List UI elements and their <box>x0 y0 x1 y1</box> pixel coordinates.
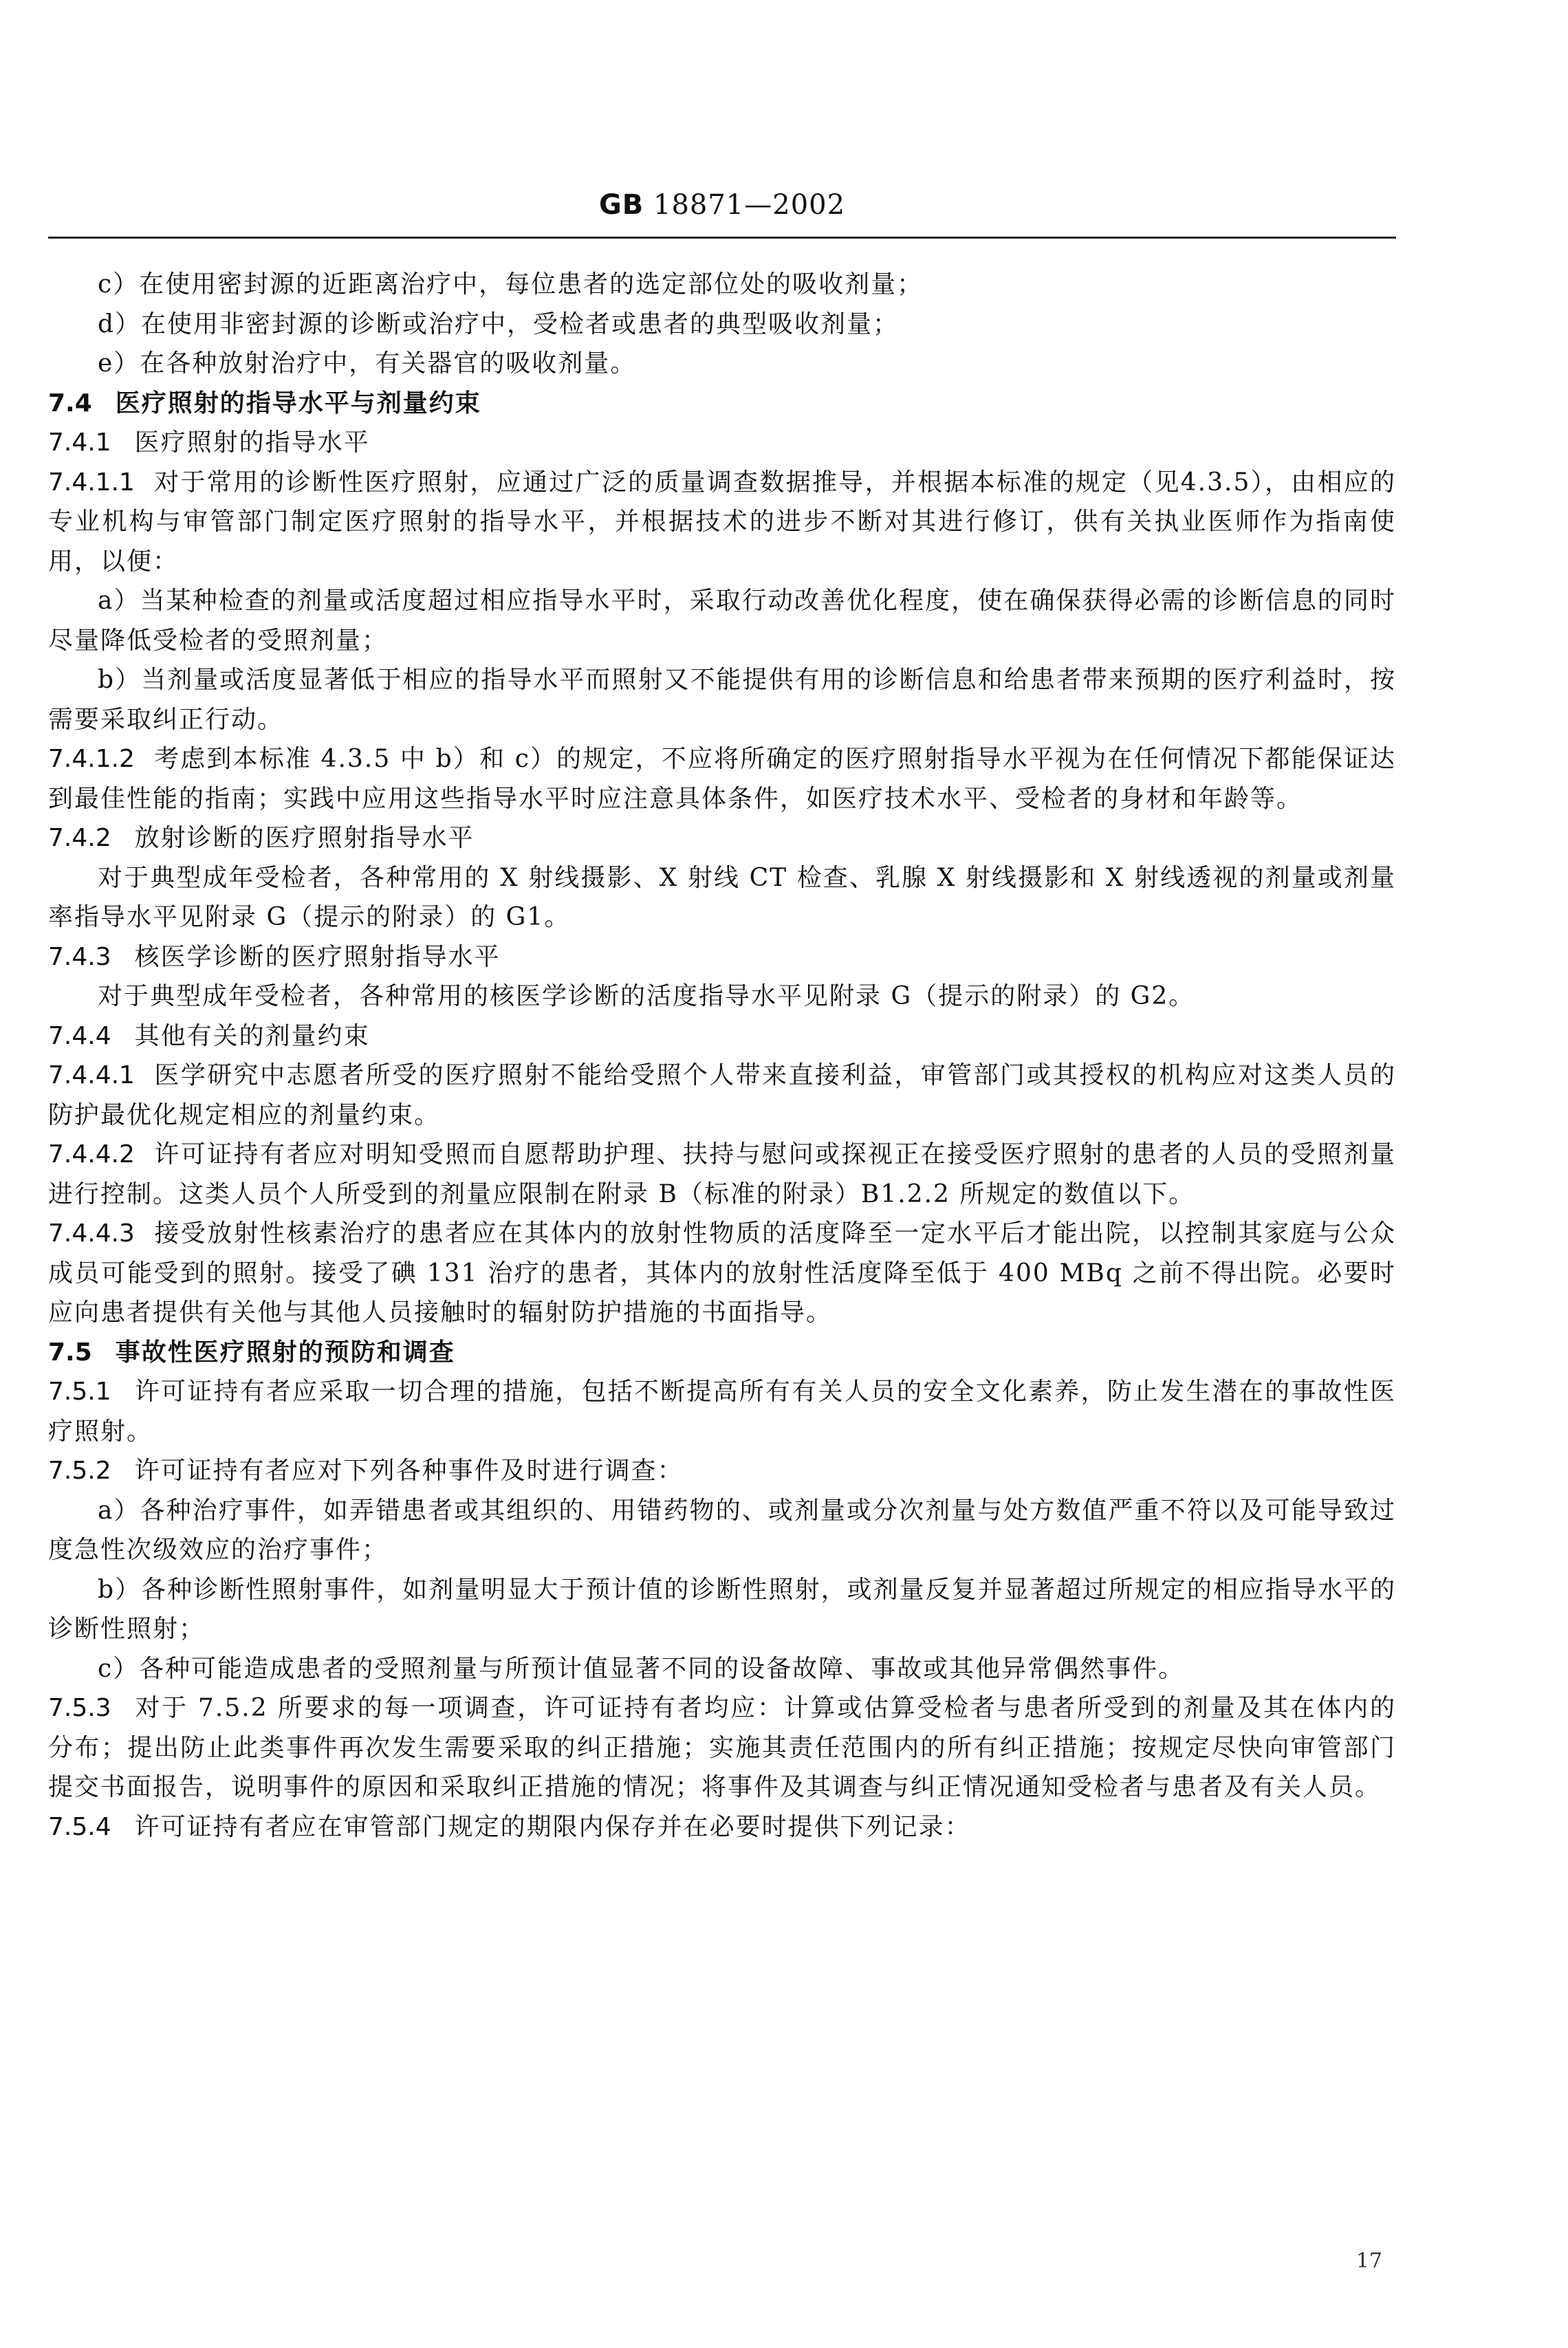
page-header <box>48 184 1396 239</box>
item-a: a）当某种检查的剂量或活度超过相应指导水平时，采取行动改善优化程度，使在确保获得必需的诊断信息的同时尽量降低受检者的受照剂量； <box>48 587 1396 655</box>
item-d: d）在使用非密封源的诊断或治疗中，受检者或患者的典型吸收剂量； <box>98 309 900 338</box>
subsection-heading-7-4-1: 7.4.1 医疗照射的指导水平 <box>48 428 370 457</box>
clause-7-5-4: 7.5.4 许可证持有者应在审管部门规定的期限内保存并在必要时提供下列记录： <box>48 1812 971 1841</box>
standard-prefix: GB <box>598 189 644 221</box>
body-text <box>48 265 1396 1847</box>
standard-code <box>48 184 1396 226</box>
standard-number: 18871—2002 <box>653 189 846 221</box>
item-c: c）在使用密封源的近距离治疗中，每位患者的选定部位处的吸收剂量； <box>98 270 924 298</box>
clause-7-4-4-3: 7.4.4.3 接受放射性核素治疗的患者应在其体内的放射性物质的活度降至一定水平后才能出院，以控制其家庭与公众成员可能受到的照射。接受了碘 131 治疗的患者，其体内的放射性活度降至低于 400 MBq 之前不得出院。必要时应向患者提供有关他与其他人员接触时的辐射防护措施的书面指导。 <box>48 1219 1396 1327</box>
subsection-heading-7-4-2: 7.4.2 放射诊断的医疗照射指导水平 <box>48 824 475 852</box>
header-rule <box>48 237 1396 239</box>
clause-7-4-1-1: 7.4.1.1 对于常用的诊断性医疗照射，应通过广泛的质量调查数据推导，并根据本标准的规定（见4.3.5），由相应的专业机构与审管部门制定医疗照射的指导水平，并根据技术的进步不断对其进行修订，供有关执业医师作为指南使用，以便： <box>48 468 1396 576</box>
paragraph-7-4-3-body: 对于典型成年受检者，各种常用的核医学诊断的活度指导水平见附录 G（提示的附录）的 G2。 <box>98 982 1195 1010</box>
clause-7-4-4-2: 7.4.4.2 许可证持有者应对明知受照而自愿帮助护理、扶持与慰问或探视正在接受医疗照射的患者的人员的受照剂量进行控制。这类人员个人所受到的剂量应限制在附录 B（标准的附录）B1.2.2 所规定的数值以下。 <box>48 1140 1396 1208</box>
section-heading-7-4: 7.4 医疗照射的指导水平与剂量约束 <box>48 389 481 417</box>
page-number: 17 <box>1355 2249 1382 2273</box>
subsection-heading-7-4-3: 7.4.3 核医学诊断的医疗照射指导水平 <box>48 942 501 971</box>
clause-7-5-1: 7.5.1 许可证持有者应采取一切合理的措施，包括不断提高所有有关人员的安全文化素养，防止发生潜在的事故性医疗照射。 <box>48 1378 1396 1446</box>
section-heading-7-5: 7.5 事故性医疗照射的预防和调查 <box>48 1338 455 1367</box>
clause-7-5-2: 7.5.2 许可证持有者应对下列各种事件及时进行调查： <box>48 1457 684 1485</box>
item-b: b）当剂量或活度显著低于相应的指导水平而照射又不能提供有用的诊断信息和给患者带来预期的医疗利益时，按需要采取纠正行动。 <box>48 666 1396 734</box>
item-7-5-2-c: c）各种可能造成患者的受照剂量与所预计值显著不同的设备故障、事故或其他异常偶然事件。 <box>98 1654 1185 1683</box>
clause-7-4-1-2: 7.4.1.2 考虑到本标准 4.3.5 中 b）和 c）的规定，不应将所确定的医疗照射指导水平视为在任何情况下都能保证达到最佳性能的指南；实践中应用这些指导水平时应注意具体条件，如医疗技术水平、受检者的身材和年龄等。 <box>48 745 1396 813</box>
paragraph-7-4-2-body: 对于典型成年受检者，各种常用的 X 射线摄影、X 射线 CT 检查、乳腺 X 射线摄影和 X 射线透视的剂量或剂量率指导水平见附录 G（提示的附录）的 G1。 <box>48 863 1396 931</box>
clause-7-5-3: 7.5.3 对于 7.5.2 所要求的每一项调查，许可证持有者均应：计算或估算受检者与患者所受到的剂量及其在体内的分布；提出防止此类事件再次发生需要采取的纠正措施；实施其责任范围内的所有纠正措施；按规定尽快向审管部门提交书面报告，说明事件的原因和采取纠正措施的情况；将事件及其调查与纠正情况通知受检者与患者及有关人员。 <box>48 1694 1396 1801</box>
item-7-5-2-a: a）各种治疗事件，如弄错患者或其组织的、用错药物的、或剂量或分次剂量与处方数值严重不符以及可能导致过度急性次级效应的治疗事件； <box>48 1496 1396 1564</box>
item-7-5-2-b: b）各种诊断性照射事件，如剂量明显大于预计值的诊断性照射，或剂量反复并显著超过所规定的相应指导水平的诊断性照射； <box>48 1575 1396 1643</box>
item-e: e）在各种放射治疗中，有关器官的吸收剂量。 <box>98 349 637 378</box>
subsection-heading-7-4-4: 7.4.4 其他有关的剂量约束 <box>48 1021 370 1050</box>
clause-7-4-4-1: 7.4.4.1 医学研究中志愿者所受的医疗照射不能给受照个人带来直接利益，审管部门或其授权的机构应对这类人员的防护最优化规定相应的剂量约束。 <box>48 1061 1396 1129</box>
